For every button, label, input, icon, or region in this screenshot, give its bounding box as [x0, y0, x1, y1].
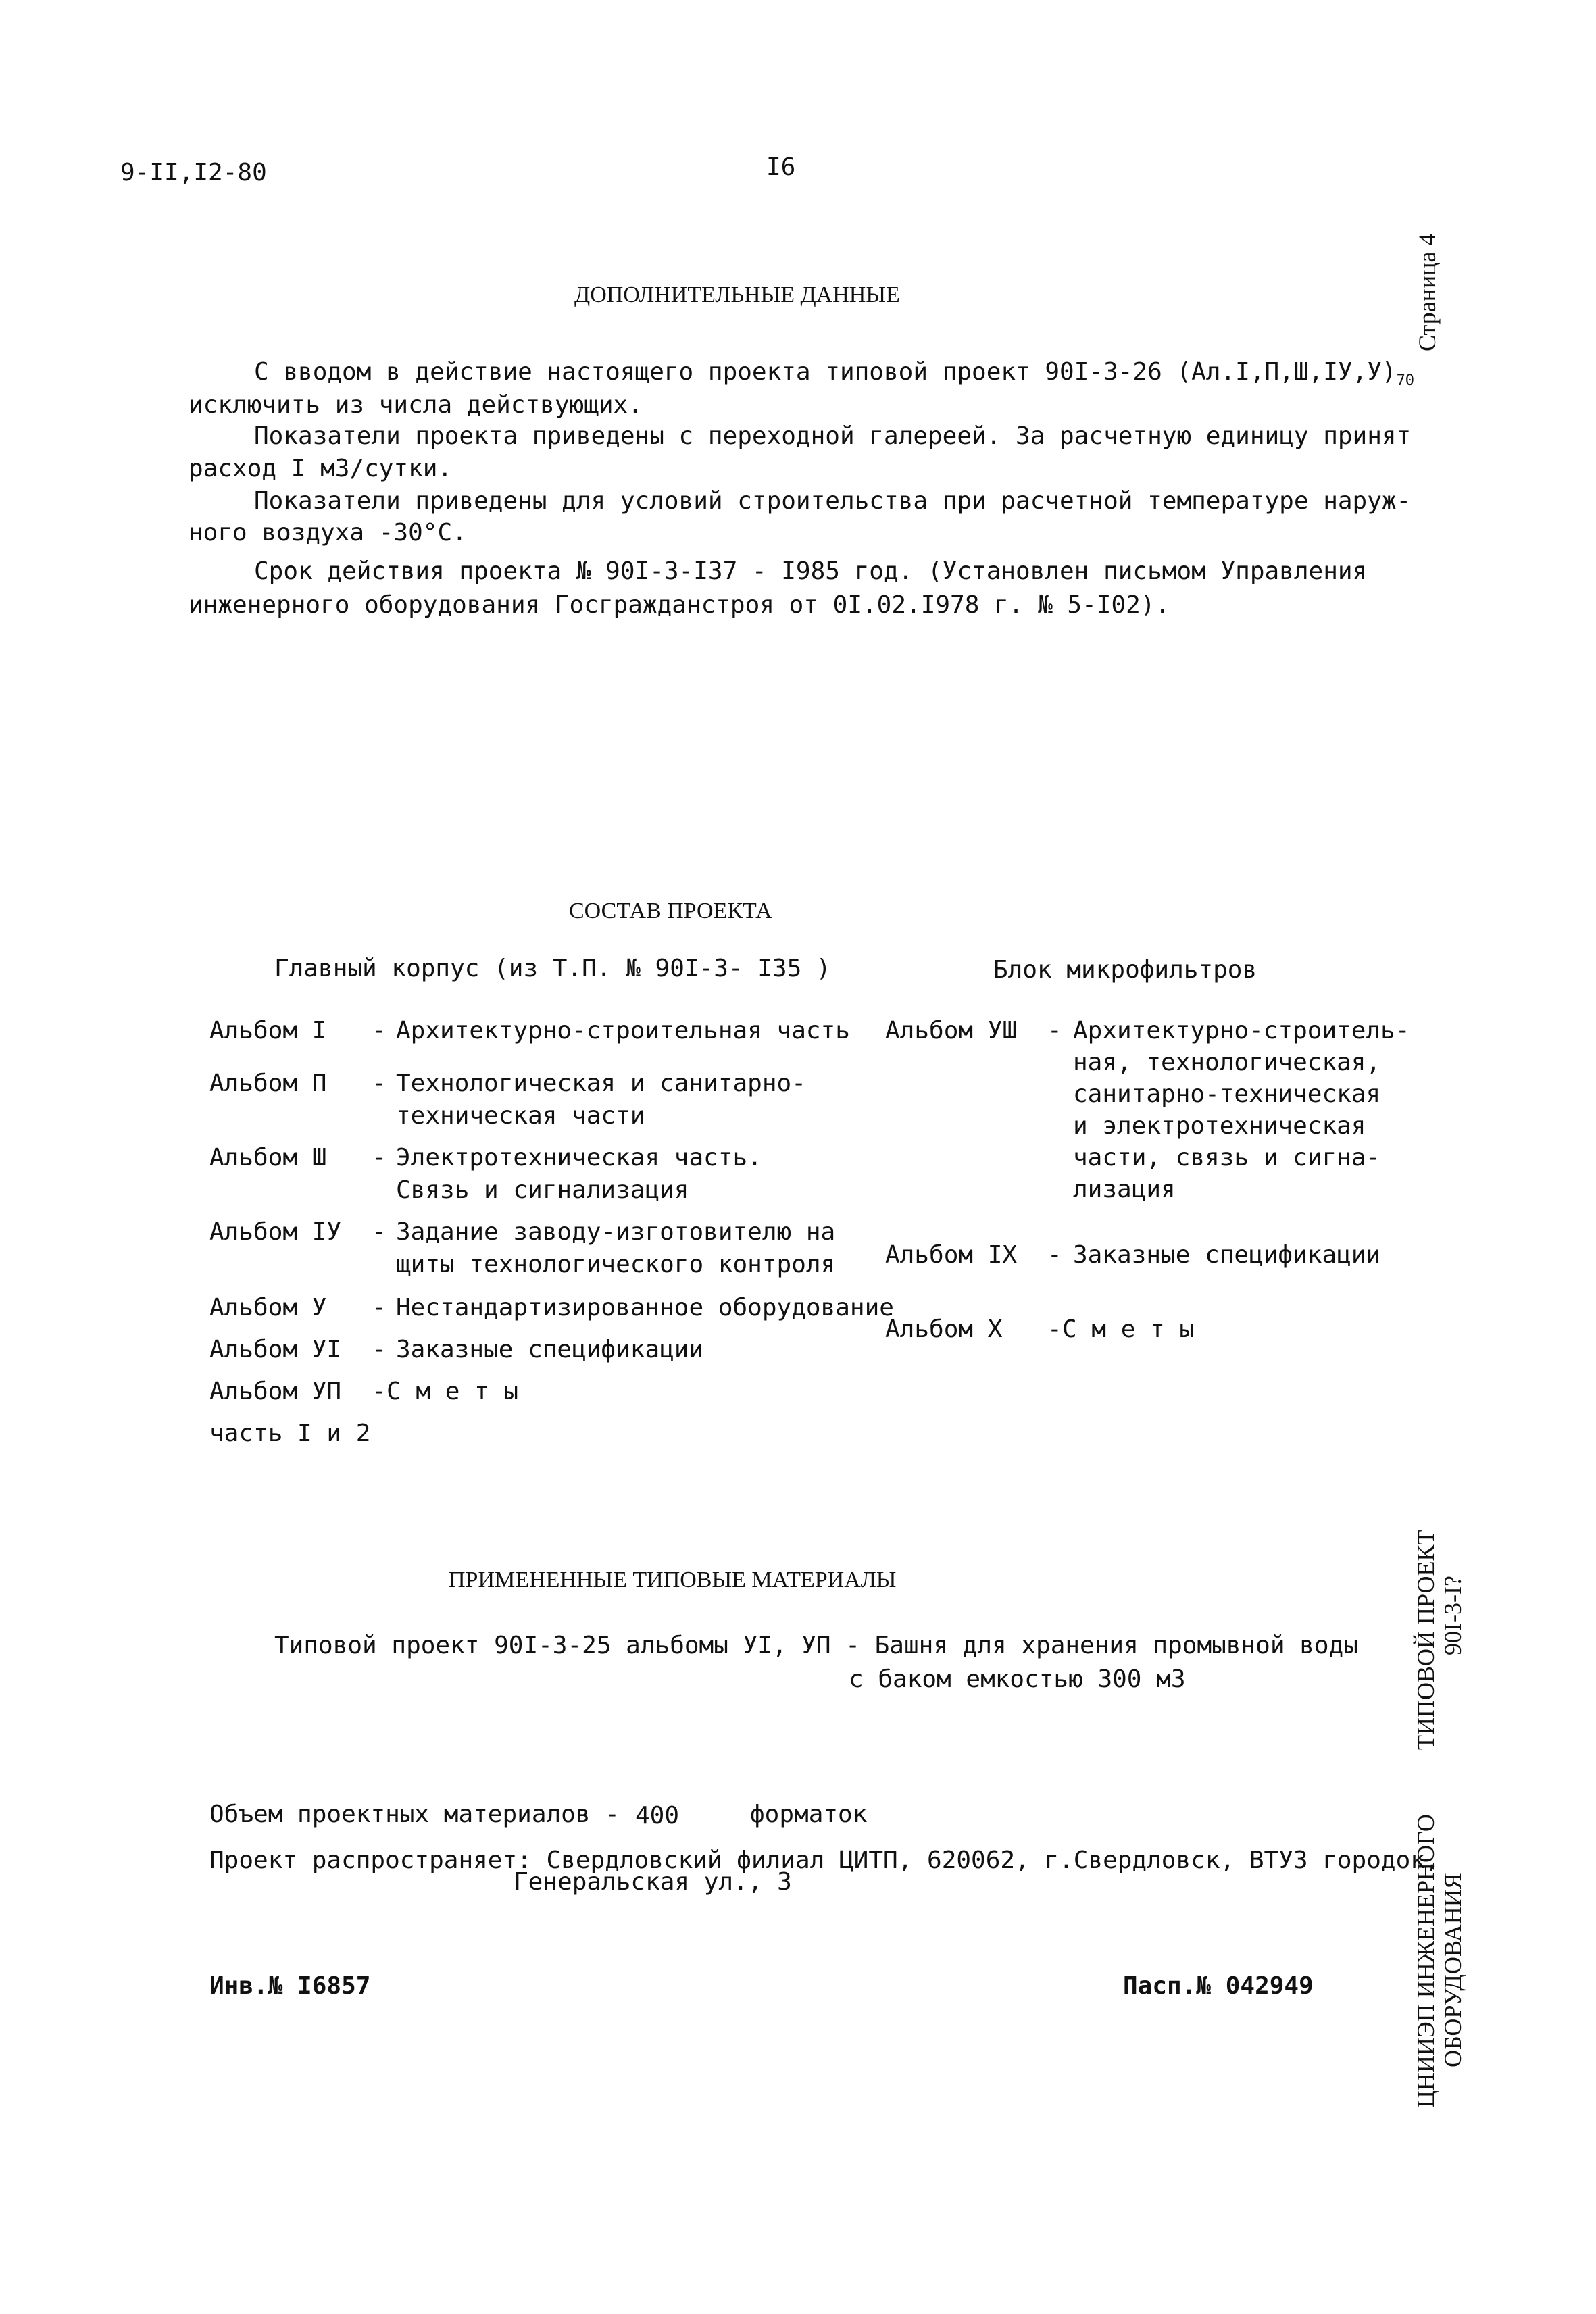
- inventory-number: Инв.№ I6857: [209, 1972, 371, 2000]
- album-desc: С м е т ы: [386, 1378, 519, 1405]
- margin-type-project-line2: 90I-3-I?: [1439, 1576, 1466, 1655]
- album-desc: С м е т ы: [1062, 1315, 1195, 1343]
- album-desc: Задание заводу-изготовителю на: [396, 1218, 836, 1246]
- composition-title: СОСТАВ ПРОЕКТА: [569, 899, 772, 924]
- album-desc: лизация: [1073, 1176, 1176, 1203]
- album-desc: и электротехническая: [1073, 1112, 1366, 1140]
- album-dash: -: [1047, 1315, 1062, 1343]
- album-desc: Архитектурно-строитель-: [1073, 1017, 1410, 1045]
- album-label: Альбом УП: [209, 1378, 342, 1405]
- album-dash: -: [372, 1294, 386, 1322]
- album-label: Альбом УШ: [885, 1017, 1018, 1045]
- additional-p1-text: С вводом в действие настоящего проекта типовой проект 90I-3-26 (Ал.I,П,Ш,IУ,У): [254, 358, 1397, 386]
- album-desc: Нестандартизированное оборудование: [396, 1294, 894, 1322]
- album-desc: Связь и сигнализация: [396, 1176, 689, 1204]
- album-label: Альбом УI: [209, 1336, 342, 1363]
- additional-p2-line1: Показатели проекта приведены с переходной галереей. За расчетную единицу принят: [254, 422, 1412, 450]
- album-dash: -: [372, 1336, 386, 1363]
- album-desc: Заказные спецификации: [396, 1336, 704, 1363]
- album-desc: Заказные спецификации: [1073, 1241, 1381, 1269]
- margin-page-label: Страница 4: [1414, 233, 1441, 351]
- album-dash: -: [372, 1378, 386, 1405]
- composition-left-footer: часть I и 2: [209, 1419, 371, 1447]
- album-dash: -: [372, 1017, 386, 1045]
- album-desc: Электротехническая часть.: [396, 1144, 762, 1172]
- distributor-line1: Проект распространяет: Свердловский филиал ЦИТП, 620062, г.Свердловск, ВТУЗ городок,: [209, 1846, 1440, 1874]
- passport-number: Пасп.№ 042949: [1123, 1972, 1314, 2000]
- additional-p2-line2: расход I м3/сутки.: [189, 455, 453, 482]
- album-desc: Технологическая и санитарно-: [396, 1070, 806, 1097]
- materials-line1: Типовой проект 90I-3-25 альбомы УI, УП - Башня для хранения промывной воды: [274, 1632, 1358, 1659]
- album-label: Альбом I: [209, 1017, 327, 1045]
- margin-type-project-line1: ТИПОВОЙ ПРОЕКТ: [1412, 1530, 1439, 1750]
- additional-p4-line2: инженерного оборудования Госгражданстроя от 0I.02.I978 г. № 5-I02).: [189, 591, 1170, 619]
- margin-org-line2: ОБОРУДОВАНИЯ: [1439, 1873, 1466, 2067]
- album-label: Альбом X: [885, 1315, 1003, 1343]
- materials-line2: с баком емкостью 300 м3: [849, 1665, 1186, 1693]
- album-desc: санитарно-техническая: [1073, 1080, 1381, 1108]
- album-label: Альбом П: [209, 1070, 327, 1097]
- album-desc: Архитектурно-строительная часть: [396, 1017, 850, 1045]
- additional-p1-fraction: 70: [1396, 372, 1415, 390]
- margin-org-line1: ЦНИИЭП ИНЖЕНЕРНОГО: [1412, 1814, 1439, 2108]
- album-label: Альбом IX: [885, 1241, 1018, 1269]
- additional-p1-line2: исключить из числа действующих.: [189, 391, 643, 419]
- album-label: Альбом У: [209, 1294, 327, 1322]
- additional-p3-line2: ного воздуха -30°С.: [189, 519, 467, 547]
- composition-left-header: Главный корпус (из Т.П. № 90I-3- I35 ): [274, 955, 831, 982]
- distributor-line2: Генеральская ул., 3: [514, 1868, 792, 1896]
- album-dash: -: [372, 1144, 386, 1172]
- album-desc: ная, технологическая,: [1073, 1049, 1381, 1076]
- materials-title: ПРИМЕНЕННЫЕ ТИПОВЫЕ МАТЕРИАЛЫ: [449, 1567, 897, 1592]
- album-desc: техническая части: [396, 1102, 645, 1130]
- album-dash: -: [1047, 1241, 1062, 1269]
- volume-value: 400: [635, 1802, 680, 1830]
- additional-p4-line1: Срок действия проекта № 90I-3-I37 - I985 год. (Установлен письмом Управления: [254, 557, 1368, 585]
- additional-p3-line1: Показатели приведены для условий строительства при расчетной температуре наруж-: [254, 487, 1412, 515]
- volume-unit: форматок: [750, 1801, 868, 1828]
- volume-label: Объем проектных материалов -: [209, 1801, 620, 1828]
- page-number: I6: [766, 153, 796, 181]
- album-dash: -: [372, 1218, 386, 1246]
- margin-type-project: [1412, 1530, 1466, 1750]
- album-label: Альбом IУ: [209, 1218, 342, 1246]
- composition-right-header: Блок микрофильтров: [993, 956, 1257, 984]
- album-dash: -: [1047, 1017, 1062, 1045]
- additional-data-title: ДОПОЛНИТЕЛЬНЫЕ ДАННЫЕ: [574, 282, 900, 307]
- album-desc: части, связь и сигна-: [1073, 1144, 1381, 1172]
- document-code: 9-II,I2-80: [120, 159, 267, 186]
- album-desc: щиты технологического контроля: [396, 1251, 836, 1278]
- album-label: Альбом Ш: [209, 1144, 327, 1172]
- album-dash: -: [372, 1070, 386, 1097]
